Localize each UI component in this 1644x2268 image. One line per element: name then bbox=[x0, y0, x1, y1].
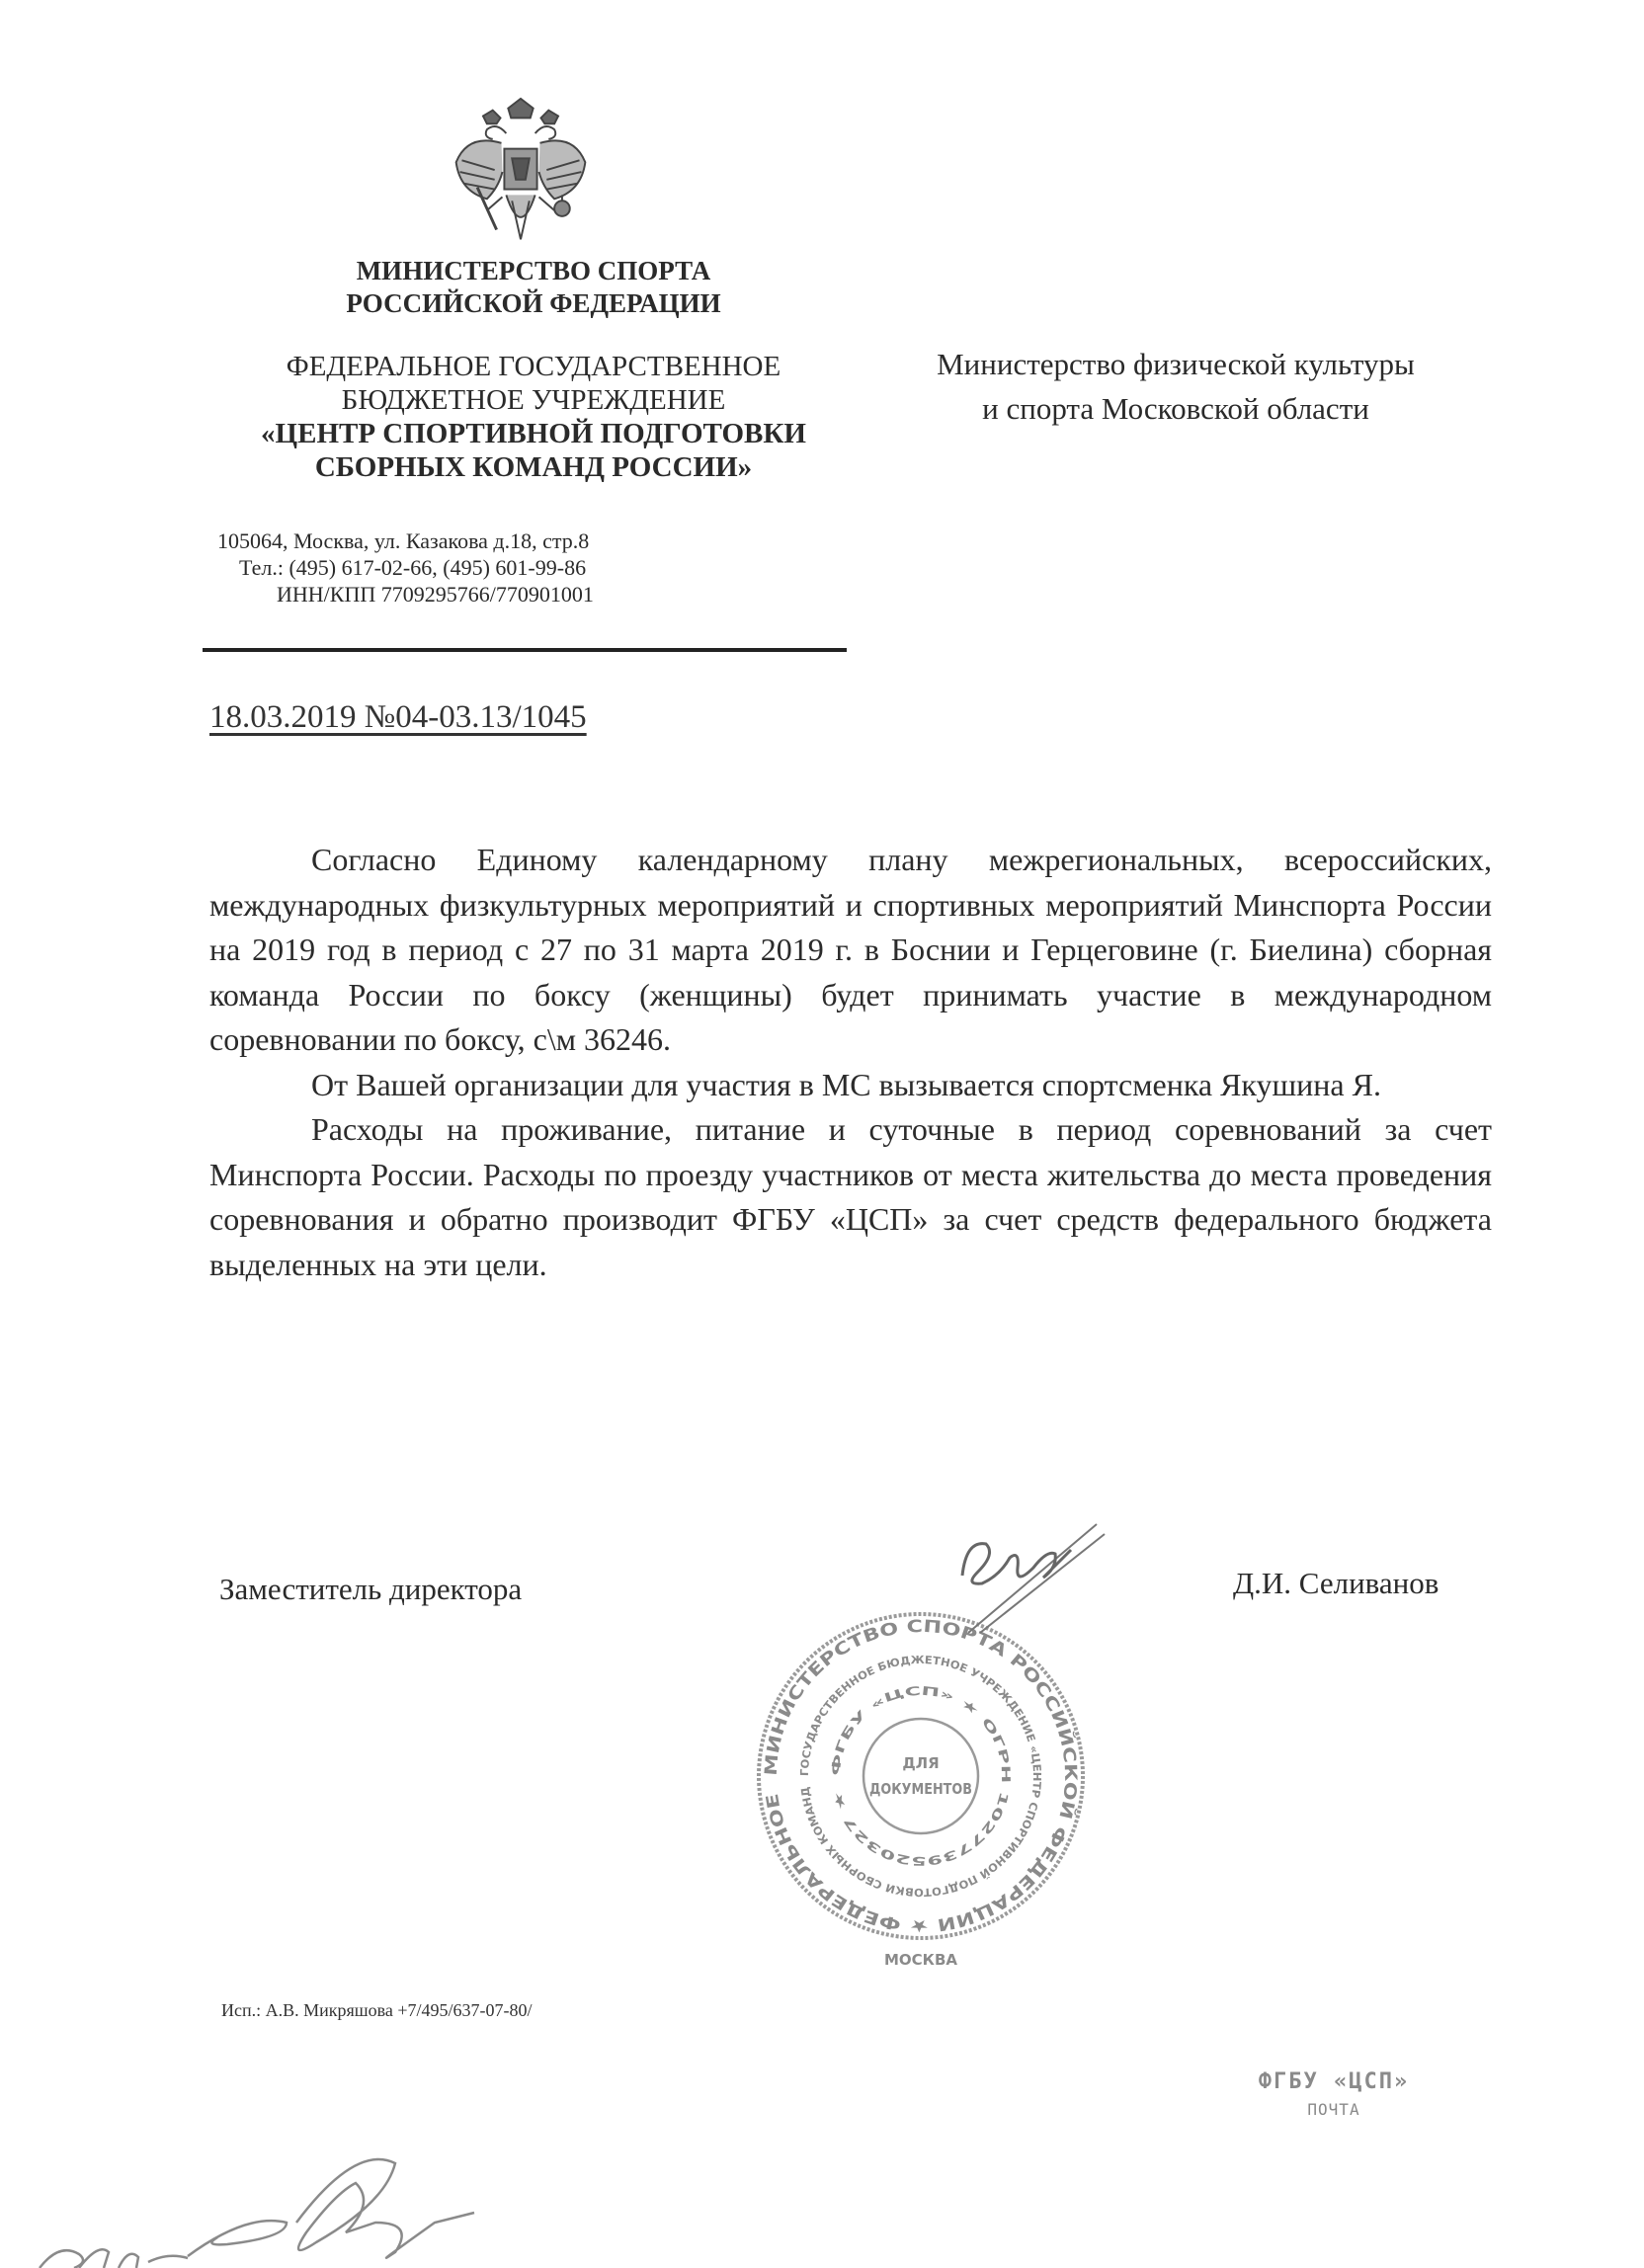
executor-contact: Исп.: А.В. Микряшова +7/495/637-07-80/ bbox=[221, 2000, 533, 2020]
addressee bbox=[860, 342, 1492, 431]
organization-name bbox=[188, 350, 879, 484]
addressee-line: и спорта Московской области bbox=[982, 391, 1369, 426]
mail-stamp-line: ПОЧТА bbox=[1307, 2100, 1360, 2119]
ministry-line: МИНИСТЕРСТВО СПОРТА bbox=[356, 256, 711, 285]
org-line: ФЕДЕРАЛЬНОЕ ГОСУДАРСТВЕННОЕ bbox=[286, 351, 781, 382]
seal-outer-text: МИНИСТЕРСТВО СПОРТА РОССИЙСКОЙ ФЕДЕРАЦИИ ★ ФЕДЕРАЛЬНОЕ bbox=[761, 1616, 1081, 1936]
body-paragraph: Согласно Единому календарному плану межрегиональных, всероссийских, международных физкультурных мероприятий и спортивных мероприятий Минспорта России на 2019 год в период с 27 по 31 марта 2019 г. в Боснии и Герцеговине (г. Биелина) сборная команда России по боксу (женщины) будет принимать участие в международном соревновании по боксу, с\м 36246. bbox=[209, 842, 1492, 1057]
org-line: «ЦЕНТР СПОРТИВНОЙ ПОДГОТОВКИ bbox=[261, 418, 806, 449]
seal-city: МОСКВА bbox=[884, 1951, 957, 1969]
seal-center-line: ДОКУМЕНТОВ bbox=[869, 1780, 972, 1798]
tax-id-line: ИНН/КПП 7709295766/770901001 bbox=[277, 582, 594, 607]
ministry-line: РОССИЙСКОЙ ФЕДЕРАЦИИ bbox=[346, 288, 721, 318]
header-separator bbox=[203, 648, 847, 652]
document-reference: 18.03.2019 №04-03.13/1045 bbox=[209, 699, 587, 735]
addressee-line: Министерство физической культуры bbox=[937, 347, 1415, 381]
org-line: БЮДЖЕТНОЕ УЧРЕЖДЕНИЕ bbox=[341, 384, 726, 416]
body-paragraph: От Вашей организации для участия в МС вызывается спортсменка Якушина Я. bbox=[311, 1066, 1381, 1102]
seal-center-line: ДЛЯ bbox=[902, 1754, 940, 1772]
phone-line: Тел.: (495) 617-02-66, (495) 601-99-86 bbox=[239, 555, 587, 580]
mail-registration-stamp bbox=[1225, 2068, 1442, 2120]
seal-middle-text: ГОСУДАРСТВЕННОЕ БЮДЖЕТНОЕ УЧРЕЖДЕНИЕ «ЦЕНТР СПОРТИВНОЙ ПОДГОТОВКИ СБОРНЫХ КОМАНД bbox=[797, 1653, 1044, 1900]
sender-address bbox=[217, 527, 850, 608]
handwritten-initials-icon bbox=[20, 2124, 494, 2268]
letter-body bbox=[209, 838, 1492, 1287]
double-headed-eagle-emblem-icon bbox=[447, 95, 595, 251]
signatory-name: Д.И. Селиванов bbox=[1233, 1566, 1439, 1600]
official-seal-icon bbox=[753, 1608, 1089, 1944]
body-paragraph: Расходы на проживание, питание и суточные в период соревнований за счет Минспорта России. Расходы по проезду участников от места жительства до места проведения соревнования и обратно производит ФГБУ «ЦСП» за счет средств федерального бюджета выделенных на эти цели. bbox=[209, 1111, 1492, 1282]
handwritten-signature-icon bbox=[948, 1516, 1107, 1635]
signatory-title: Заместитель директора bbox=[219, 1572, 523, 1606]
mail-stamp-line: ФГБУ «ЦСП» bbox=[1258, 2069, 1410, 2094]
org-line: СБОРНЫХ КОМАНД РОССИИ» bbox=[314, 451, 753, 483]
ministry-heading bbox=[237, 255, 830, 320]
seal-inner-text: ФГБУ «ЦСП» ★ ОГРН 1027739520327 ★ bbox=[828, 1683, 1013, 1869]
address-line: 105064, Москва, ул. Казакова д.18, стр.8 bbox=[217, 528, 590, 553]
